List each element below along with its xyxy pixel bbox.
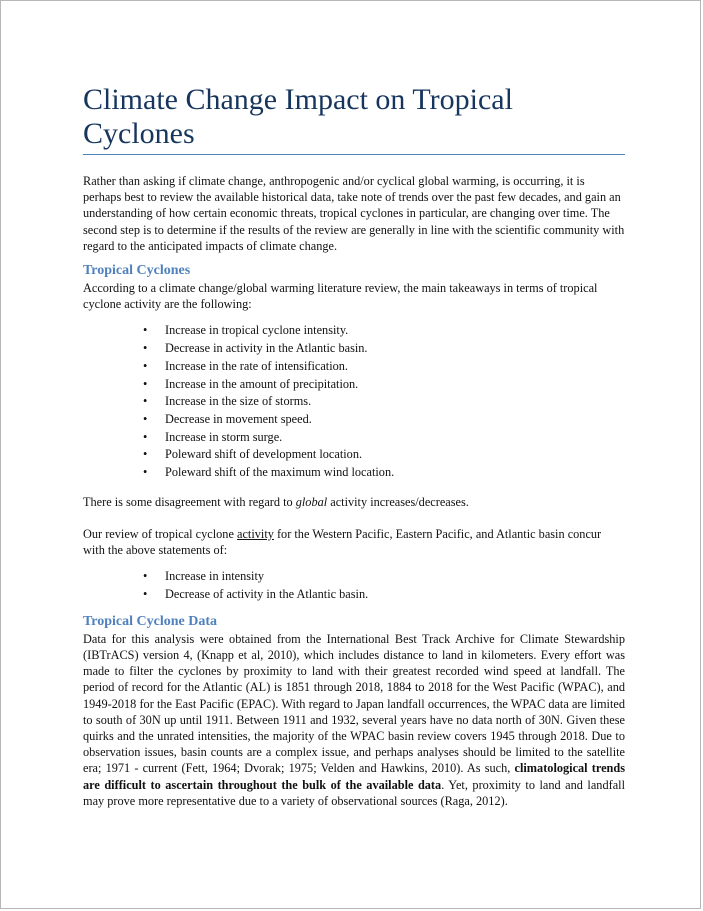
data-text-end: . Yet, proximity to land and landfall may prove more representative due to a variety of observational sources (Raga, 2012). — [83, 777, 625, 808]
review-paragraph — [83, 526, 625, 558]
data-text-start: Data for this analysis were obtained from the International Best Track Archive for Climate Stewardship (IBTrACS) version 4, (Knapp et al, 2010), which includes distance to land in kilometers. Every effort was made to filter the cyclones by proximity to land with their greatest recorded wind speed at landfall. The period of record for the Atlantic (AL) is 1851 through 2018, 1884 to 2018 for the West Pacific (WPAC), and 1949-2018 for the East Pacific (EPAC). With regard to Japan landfall occurrences, the WPAC data are limited to south of 30N up until 1911. Between 1911 and 1932, several years have no data north of 30N. Given these quirks and the unrated intensities, the majority of the WPAC basin review covers 1945 through 2018. Due to observation issues, basin counts are a complex issue, and perhaps analyses should be limited to the satellite era; 1971 - current (Fett, 1964; Dvorak; 1975; Velden and Hawkins, 2010). As such, — [83, 631, 625, 776]
review-text-end: for the Western Pacific, Eastern Pacific, and Atlantic basin concur with the above statements of: — [83, 526, 602, 558]
concur-list — [83, 568, 625, 603]
activity-underlined: activity — [237, 526, 274, 541]
section-heading-tropical-cyclone-data: Tropical Cyclone Data — [83, 613, 218, 629]
disagreement-paragraph — [83, 494, 625, 510]
list-item: • Poleward shift of development location. — [83, 446, 625, 464]
list-item: • Increase in the rate of intensification. — [83, 358, 625, 376]
data-paragraph — [83, 631, 625, 809]
list-item: • Increase in the amount of precipitation. — [83, 376, 625, 394]
disagreement-text-end: activity increases/decreases. — [327, 494, 469, 509]
list-item: • Decrease of activity in the Atlantic basin. — [83, 586, 625, 604]
list-item: • Decrease in activity in the Atlantic basin. — [83, 340, 625, 358]
list-item: • Increase in intensity — [83, 568, 625, 586]
global-emphasis: global — [295, 494, 328, 509]
intro-paragraph: Rather than asking if climate change, anthropogenic and/or cyclical global warming, is occurring, it is perhaps best to review the available historical data, take note of trends over the past few decades, and gain an understanding of how certain economic threats, tropical cyclones in particular, are changing over time. The second step is to determine if the results of the review are generally in line with the scientific community with regard to the anticipated impacts of climate change. — [83, 174, 625, 253]
review-text-start: Our review of tropical cyclone — [83, 526, 237, 541]
literature-review-lead: According to a climate change/global warming literature review, the main takeaways in terms of tropical cyclone activity are the following: — [83, 281, 598, 312]
document-content — [83, 83, 625, 809]
list-item: • Increase in the size of storms. — [83, 393, 625, 411]
section-heading-tropical-cyclones: Tropical Cyclones — [83, 263, 191, 279]
list-item: • Poleward shift of the maximum wind location. — [83, 464, 625, 482]
list-item: • Increase in storm surge. — [83, 429, 625, 447]
list-item: • Decrease in movement speed. — [83, 411, 625, 429]
disagreement-text-start: There is some disagreement with regard to — [83, 494, 296, 509]
page-title: Climate Change Impact on Tropical Cyclones — [83, 83, 625, 155]
takeaways-list — [83, 322, 625, 481]
data-bold-statement: climatological trends are difficult to ascertain throughout the bulk of the available data — [83, 761, 625, 792]
list-item: • Increase in tropical cyclone intensity. — [83, 322, 625, 340]
